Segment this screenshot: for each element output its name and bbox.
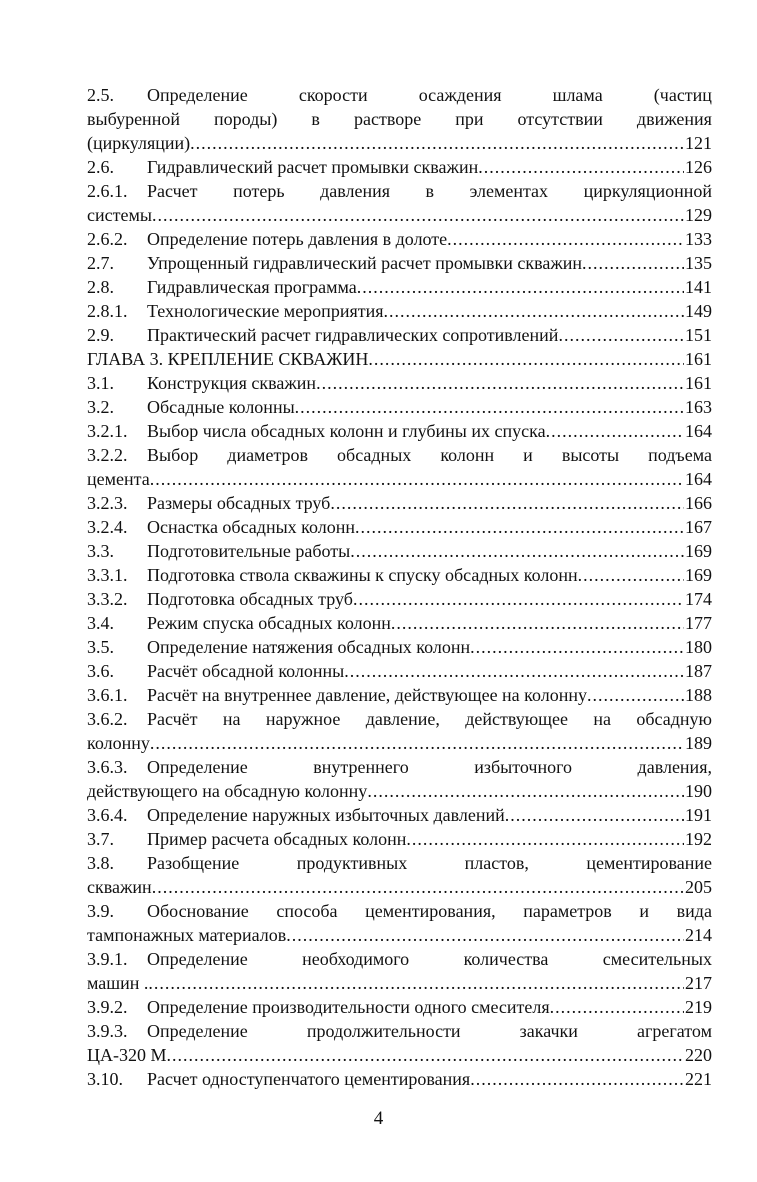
toc-entry-title: Выбор диаметров обсадных колонн и высоты подъема xyxy=(147,445,712,465)
toc-entry-title: Определение производительности одного смесителя xyxy=(147,997,550,1017)
toc-page-number: 192 xyxy=(685,829,712,849)
toc-entry-title: Обсадные колонны xyxy=(147,397,295,417)
dot-leader xyxy=(505,803,684,827)
toc-entry-number: 2.6.2. xyxy=(87,229,128,249)
toc-entry-number: 2.6. xyxy=(87,157,114,177)
toc-entry-title-continued: (циркуляции) xyxy=(87,133,191,153)
toc-entry-title: Подготовительные работы xyxy=(147,541,351,561)
dot-leader xyxy=(295,395,684,419)
toc-entry xyxy=(87,155,712,179)
toc-page-number: 166 xyxy=(685,493,712,513)
dot-leader xyxy=(558,323,684,347)
dot-leader xyxy=(330,491,684,515)
dot-leader xyxy=(150,467,684,491)
dot-leader xyxy=(152,203,684,227)
toc-entry-title-continued: скважин xyxy=(87,877,152,897)
toc-entry-title-continued: действующего на обсадную колонну xyxy=(87,781,368,801)
dot-leader xyxy=(357,275,684,299)
toc-entry-number: 3.8. xyxy=(87,853,114,873)
toc-entry-number: 2.5. xyxy=(87,85,114,105)
dot-leader xyxy=(470,635,684,659)
dot-leader xyxy=(478,155,684,179)
toc-entry-number: 3.10. xyxy=(87,1069,123,1089)
toc-page-number: 161 xyxy=(685,349,712,369)
toc-page-number: 177 xyxy=(685,613,712,633)
toc-page-number: 167 xyxy=(685,517,712,537)
toc-page-number: 191 xyxy=(685,805,712,825)
toc-entry xyxy=(87,371,712,395)
toc-entry-title: Гидравлическая программа xyxy=(147,277,357,297)
toc-entry-line xyxy=(87,443,712,467)
toc-entry-title: Расчет потерь давления в элементах циркуляционной xyxy=(147,181,712,201)
toc-entry-number: 3.6.1. xyxy=(87,685,128,705)
dot-leader xyxy=(384,299,684,323)
toc-page-number: 161 xyxy=(685,373,712,393)
dot-leader xyxy=(344,659,684,683)
dot-leader xyxy=(353,587,684,611)
toc-entry-number: 3.6.2. xyxy=(87,709,128,729)
toc-entry-number: 3.3.2. xyxy=(87,589,128,609)
toc-entry-line xyxy=(87,779,712,803)
dot-leader xyxy=(367,779,684,803)
toc-page-number: 221 xyxy=(685,1069,712,1089)
toc-entry-number: 3.3.1. xyxy=(87,565,128,585)
toc-entry-line xyxy=(87,203,712,227)
toc-page-number: 214 xyxy=(685,925,712,945)
toc-page-number: 169 xyxy=(685,565,712,585)
toc-entry xyxy=(87,251,712,275)
toc-entry xyxy=(87,803,712,827)
dot-leader xyxy=(286,923,684,947)
toc-entry-title: Пример расчета обсадных колонн xyxy=(147,829,407,849)
toc-entry-number: 2.9. xyxy=(87,325,114,345)
toc-entry-number: 2.8. xyxy=(87,277,114,297)
toc-entry xyxy=(87,611,712,635)
dot-leader xyxy=(350,539,684,563)
toc-entry-title: Оснастка обсадных колонн xyxy=(147,517,356,537)
toc-entry xyxy=(87,1067,712,1091)
toc-entry-title: Определение потерь давления в долоте xyxy=(147,229,448,249)
toc-entry-title-continued: машин . xyxy=(87,973,149,993)
toc-page-number: 133 xyxy=(685,229,712,249)
toc-entry-line xyxy=(87,755,712,779)
dot-leader xyxy=(582,251,684,275)
toc-page-number: 205 xyxy=(685,877,712,897)
toc-entry xyxy=(87,827,712,851)
toc-entry xyxy=(87,587,712,611)
toc-entry-title: Определение скорости осаждения шлама (частиц xyxy=(147,85,712,105)
toc-page-number: 129 xyxy=(685,205,712,225)
dot-leader xyxy=(447,227,684,251)
toc-entry-number: 3.6. xyxy=(87,661,114,681)
toc-entry-title: Размеры обсадных труб xyxy=(147,493,331,513)
toc-page-number: 164 xyxy=(685,469,712,489)
toc-entry-title: Расчёт на внутреннее давление, действующее на колонну xyxy=(147,685,588,705)
dot-leader xyxy=(391,611,684,635)
toc-entry xyxy=(87,491,712,515)
toc-entry-number: 3.4. xyxy=(87,613,114,633)
toc-entry-number: 3.9. xyxy=(87,901,114,921)
toc-entry xyxy=(87,323,712,347)
toc-entry-title-continued: колонну xyxy=(87,733,150,753)
toc-page-number: 121 xyxy=(685,133,712,153)
toc-page-number: 174 xyxy=(685,589,712,609)
toc-entry-number: 3.9.2. xyxy=(87,997,128,1017)
toc-entry xyxy=(87,299,712,323)
toc-entry-title: Расчёт на наружное давление, действующее на обсадную xyxy=(147,709,712,729)
toc-entry-line xyxy=(87,875,712,899)
toc-entry-number: 3.2.4. xyxy=(87,517,128,537)
toc-entry-title: Определение внутреннего избыточного давления, xyxy=(147,757,712,777)
toc-entry-number: 3.3. xyxy=(87,541,114,561)
toc-page-number: 189 xyxy=(685,733,712,753)
page-number: 4 xyxy=(373,1108,384,1129)
toc-page-number: 135 xyxy=(685,253,712,273)
toc-entry-title: Определение наружных избыточных давлений xyxy=(147,805,505,825)
toc-entry-number: 3.2.1. xyxy=(87,421,128,441)
toc-entry-title: Практический расчет гидравлических сопротивлений xyxy=(147,325,559,345)
toc-page-number: 169 xyxy=(685,541,712,561)
toc-entry-title: Определение продолжительности закачки агрегатом xyxy=(147,1021,712,1041)
toc-entry-title: Расчет одноступенчатого цементирования xyxy=(147,1069,471,1089)
toc-entry xyxy=(87,419,712,443)
toc-entry-line xyxy=(87,899,712,923)
toc-entry-line xyxy=(87,467,712,491)
toc-entry-line xyxy=(87,971,712,995)
toc-entry xyxy=(87,995,712,1019)
dot-leader xyxy=(148,971,684,995)
toc-page-number: 149 xyxy=(685,301,712,321)
dot-leader xyxy=(406,827,684,851)
chapter-title: ГЛАВА 3. КРЕПЛЕНИЕ СКВАЖИН xyxy=(87,349,369,369)
toc-entry-number: 2.7. xyxy=(87,253,114,273)
toc-entry-title: Расчёт обсадной колонны xyxy=(147,661,345,681)
toc-entry-number: 2.8.1. xyxy=(87,301,128,321)
dot-leader xyxy=(190,131,684,155)
toc-page-number: 180 xyxy=(685,637,712,657)
dot-leader xyxy=(355,515,684,539)
toc-entry xyxy=(87,683,712,707)
toc-entry-number: 3.9.1. xyxy=(87,949,128,969)
toc-entry xyxy=(87,563,712,587)
toc-page-number: 217 xyxy=(685,973,712,993)
toc-page-number: 188 xyxy=(685,685,712,705)
dot-leader xyxy=(578,563,684,587)
table-of-contents xyxy=(87,83,712,1091)
toc-page-number: 151 xyxy=(685,325,712,345)
toc-entry xyxy=(87,275,712,299)
toc-entry-line xyxy=(87,731,712,755)
toc-entry-line xyxy=(87,851,712,875)
toc-entry-number: 3.2.2. xyxy=(87,445,128,465)
toc-entry-title: Конструкция скважин xyxy=(147,373,317,393)
toc-entry xyxy=(87,395,712,419)
toc-entry xyxy=(87,539,712,563)
toc-entry xyxy=(87,635,712,659)
toc-entry-line xyxy=(87,947,712,971)
toc-entry-number: 3.2. xyxy=(87,397,114,417)
toc-entry-title-continued: ЦА-320 М xyxy=(87,1045,167,1065)
toc-entry-title-continued: системы xyxy=(87,205,152,225)
dot-leader xyxy=(550,995,684,1019)
toc-entry-line xyxy=(87,923,712,947)
dot-leader xyxy=(167,1043,685,1067)
toc-page-number: 187 xyxy=(685,661,712,681)
toc-page-number: 190 xyxy=(685,781,712,801)
toc-entry-title: Технологические мероприятия xyxy=(147,301,384,321)
dot-leader xyxy=(587,683,684,707)
toc-entry-title: Разобщение продуктивных пластов, цементирование xyxy=(147,853,712,873)
toc-entry-line xyxy=(87,131,712,155)
toc-entry-number: 2.6.1. xyxy=(87,181,128,201)
dot-leader xyxy=(368,347,684,371)
toc-entry-title: Гидравлический расчет промывки скважин xyxy=(147,157,479,177)
toc-entry-title: Обоснование способа цементирования, параметров и вида xyxy=(147,901,712,921)
dot-leader xyxy=(152,875,684,899)
toc-page-number: 141 xyxy=(685,277,712,297)
toc-entry-title: Подготовка ствола скважины к спуску обсадных колонн xyxy=(147,565,578,585)
toc-entry-line xyxy=(87,179,712,203)
toc-entry-title-continued: тампонажных материалов xyxy=(87,925,287,945)
toc-entry-number: 3.1. xyxy=(87,373,114,393)
toc-entry-number: 3.9.3. xyxy=(87,1021,128,1041)
toc-entry-line xyxy=(87,83,712,107)
toc-page-number: 219 xyxy=(685,997,712,1017)
toc-entry-number: 3.6.3. xyxy=(87,757,128,777)
toc-entry-title: Режим спуска обсадных колонн xyxy=(147,613,391,633)
dot-leader xyxy=(546,419,684,443)
toc-entry-line xyxy=(87,707,712,731)
dot-leader xyxy=(470,1067,684,1091)
toc-entry-title: Упрощенный гидравлический расчет промывки скважин xyxy=(147,253,583,273)
toc-entry-title: Определение натяжения обсадных колонн xyxy=(147,637,471,657)
toc-entry-number: 3.5. xyxy=(87,637,114,657)
toc-entry-number: 3.7. xyxy=(87,829,114,849)
toc-entry-title: Выбор числа обсадных колонн и глубины их спуска xyxy=(147,421,546,441)
toc-entry-title: Подготовка обсадных труб xyxy=(147,589,353,609)
dot-leader xyxy=(316,371,684,395)
toc-entry-title-continued: выбуренной породы) в растворе при отсутствии движения xyxy=(87,109,712,129)
toc-entry-title-continued: цемента xyxy=(87,469,150,489)
toc-entry-line xyxy=(87,1043,712,1067)
toc-entry-line xyxy=(87,107,712,131)
toc-page-number: 220 xyxy=(685,1045,712,1065)
toc-page-number: 164 xyxy=(685,421,712,441)
toc-entry xyxy=(87,227,712,251)
dot-leader xyxy=(150,731,684,755)
toc-chapter-entry xyxy=(87,347,712,371)
toc-entry xyxy=(87,659,712,683)
toc-entry-line xyxy=(87,1019,712,1043)
toc-entry-title: Определение необходимого количества смесительных xyxy=(147,949,712,969)
toc-page-number: 163 xyxy=(685,397,712,417)
toc-entry xyxy=(87,515,712,539)
toc-entry-number: 3.2.3. xyxy=(87,493,128,513)
toc-entry-number: 3.6.4. xyxy=(87,805,128,825)
toc-page-number: 126 xyxy=(685,157,712,177)
